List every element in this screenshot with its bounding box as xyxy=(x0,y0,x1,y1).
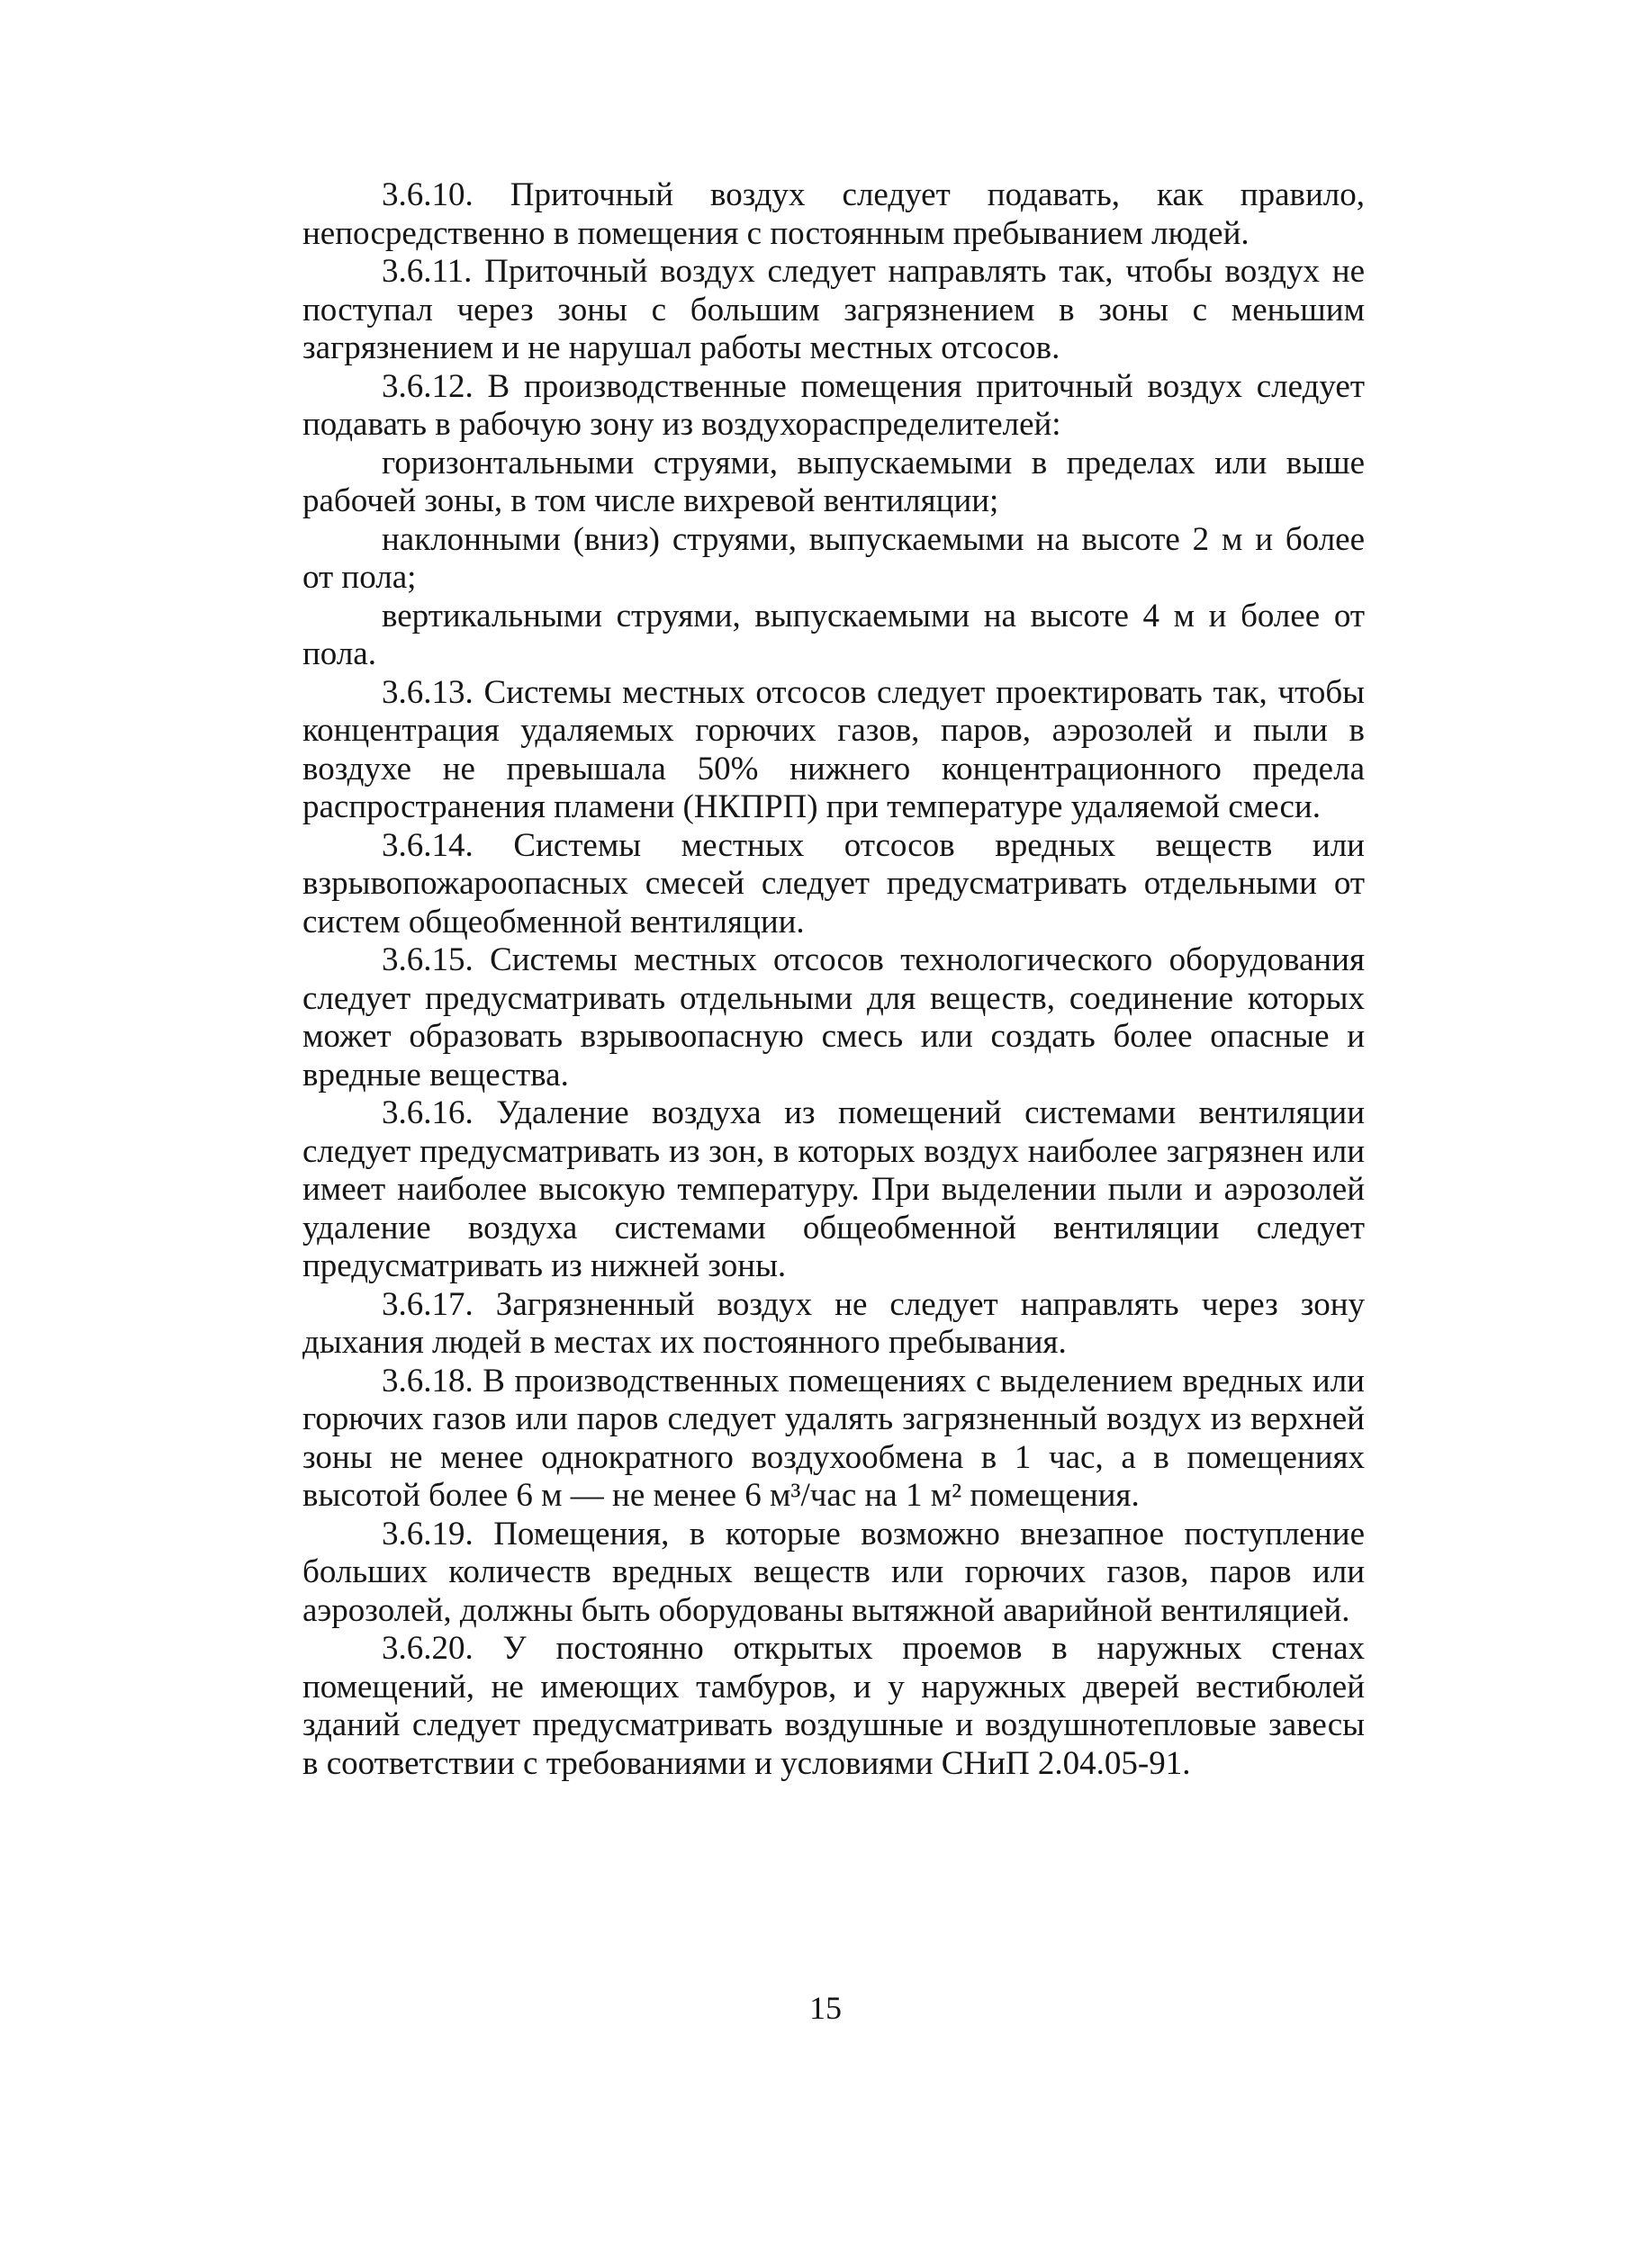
clause-3-6-12-item-horizontal: горизонтальными струями, выпускаемыми в пределах или выше рабочей зоны, в том числе вихревой вентиляции; xyxy=(302,444,1365,519)
clause-3-6-11: 3.6.11. Приточный воздух следует направлять так, чтобы воздух не поступал через зоны с большим загрязнением в зоны с меньшим загрязнением и не нарушал работы местных отсосов. xyxy=(302,253,1365,366)
clause-3-6-19: 3.6.19. Помещения, в которые возможно внезапное поступление больших количеств вредных веществ или горючих газов, паров или аэрозолей, должны быть оборудованы вытяжной аварийной вентиляцией. xyxy=(302,1515,1365,1629)
clause-3-6-12-item-inclined: наклонными (вниз) струями, выпускаемыми на высоте 2 м и более от пола; xyxy=(302,520,1365,596)
clause-3-6-16: 3.6.16. Удаление воздуха из помещений системами вентиляции следует предусматривать из зон, в которых воздух наиболее загрязнен или имеет наиболее высокую температуру. При выделении пыли и аэрозолей удаление воздуха системами общеобменной вентиляции следует предусматривать из нижней зоны. xyxy=(302,1094,1365,1284)
clause-3-6-18: 3.6.18. В производственных помещениях с выделением вредных или горючих газов или паров следует удалять загрязненный воздух из верхней зоны не менее однократного воздухообмена в 1 час, а в помещениях высотой более 6 м — не менее 6 м³/час на 1 м² помещения. xyxy=(302,1362,1365,1514)
clause-3-6-15: 3.6.15. Системы местных отсосов технологического оборудования следует предусматривать отдельными для веществ, соединение которых может образовать взрывоопасную смесь или создать более опасные и вредные вещества. xyxy=(302,941,1365,1094)
clause-3-6-17: 3.6.17. Загрязненный воздух не следует направлять через зону дыхания людей в местах их постоянного пребывания. xyxy=(302,1285,1365,1361)
clause-3-6-12-item-vertical: вертикальными струями, выпускаемыми на высоте 4 м и более от пола. xyxy=(302,597,1365,672)
page-number: 15 xyxy=(809,1990,842,2026)
clause-3-6-20: 3.6.20. У постоянно открытых проемов в наружных стенах помещений, не имеющих тамбуров, и у наружных дверей вестибюлей зданий следует предусматривать воздушные и воздушнотепловые завесы в соответствии с требованиями и условиями СНиП 2.04.05-91. xyxy=(302,1630,1365,1782)
document-body xyxy=(302,176,1365,1783)
clause-3-6-10: 3.6.10. Приточный воздух следует подавать, как правило, непосредственно в помещения с постоянным пребыванием людей. xyxy=(302,176,1365,252)
clause-3-6-14: 3.6.14. Системы местных отсосов вредных веществ или взрывопожароопасных смесей следует предусматривать отдельными от систем общеобменной вентиляции. xyxy=(302,826,1365,940)
clause-3-6-12: 3.6.12. В производственные помещения приточный воздух следует подавать в рабочую зону из воздухораспределителей: xyxy=(302,367,1365,443)
clause-3-6-13: 3.6.13. Системы местных отсосов следует проектировать так, чтобы концентрация удаляемых горючих газов, паров, аэрозолей и пыли в воздухе не превышала 50% нижнего концентрационного предела распространения пламени (НКПРП) при температуре удаляемой смеси. xyxy=(302,673,1365,825)
